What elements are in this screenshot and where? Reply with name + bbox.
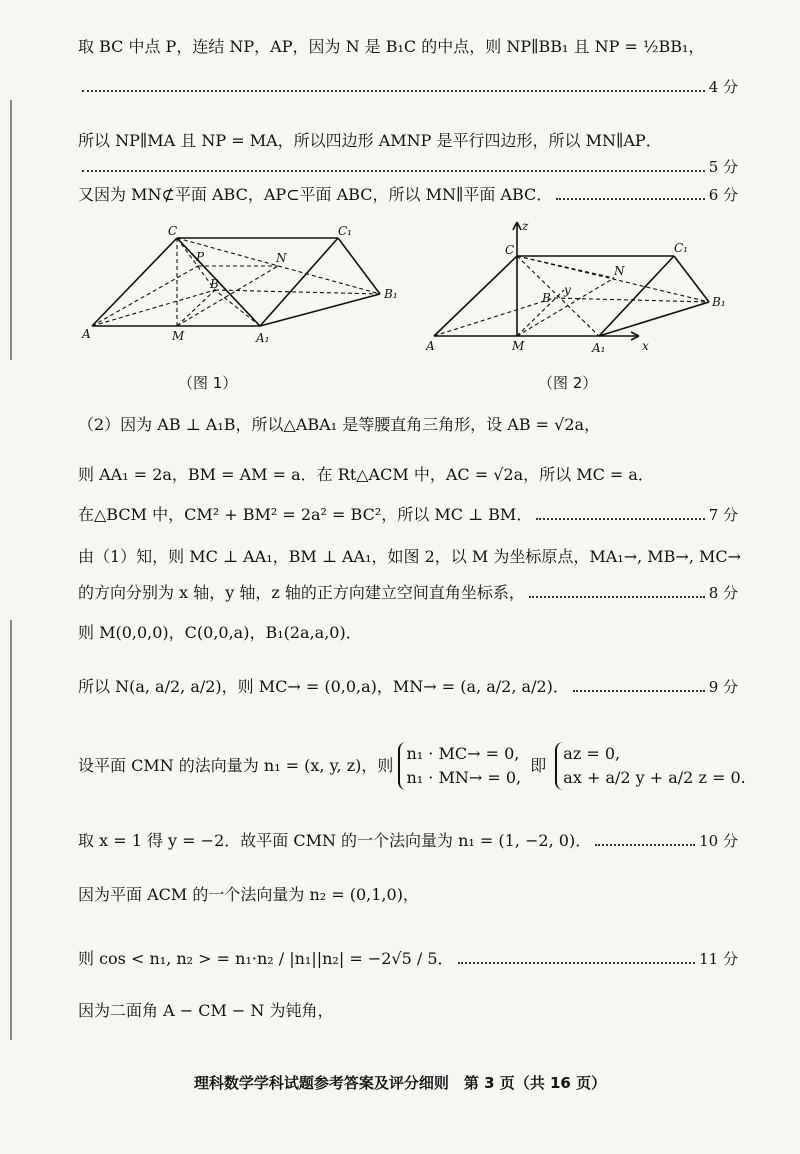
score-mark: 6 分 [708, 186, 738, 204]
figure-2-coordinate-prism [424, 218, 736, 358]
equation: ax + a/2 y + a/2 z = 0. [563, 768, 746, 787]
axis-label-z: z [522, 219, 529, 233]
score-mark: 4 分 [708, 78, 738, 96]
text-line: 因为二面角 A − CM − N 为钝角， [78, 1001, 334, 1020]
scan-edge [10, 100, 12, 360]
figure-2-caption: （图 2） [538, 374, 598, 392]
text-line: 所以 NP∥MA 且 NP = MA，所以四边形 AMNP 是平行四边形，所以 MN∥AP． [78, 131, 662, 150]
text: 设平面 CMN 的法向量为 n₁ = (x, y, z)，则 [78, 756, 394, 775]
page-footer: 理科数学学科试题参考答案及评分细则 第 3 页（共 16 页） [193, 1074, 607, 1092]
dot-leader [595, 844, 695, 846]
text-line [78, 676, 738, 698]
label-C: C [505, 243, 515, 257]
score-line [78, 156, 738, 178]
label-C: C [168, 224, 178, 238]
dot-leader [536, 518, 704, 520]
text-line: （2）因为 AB ⊥ A₁B，所以△ABA₁ 是等腰直角三角形，设 AB = √2a， [78, 415, 601, 434]
dot-leader [573, 690, 705, 692]
dot-leader [556, 198, 704, 200]
text-line [78, 582, 738, 604]
label-A1: A₁ [592, 341, 606, 355]
label-A1: A₁ [256, 331, 270, 345]
label-C1: C₁ [674, 241, 688, 255]
system-of-equations-2 [555, 742, 745, 790]
text: 在△BCM 中，CM² + BM² = 2a² = BC²，所以 MC ⊥ BM． [78, 505, 533, 524]
normal-vector-setup [78, 742, 746, 790]
scan-edge [10, 620, 12, 1040]
label-B: B [542, 291, 551, 305]
label-A: A [82, 327, 91, 341]
figure-1-prism [80, 222, 410, 352]
text: 即 [530, 756, 547, 775]
dot-leader [458, 962, 696, 964]
equation: n₁ · MN→ = 0, [406, 768, 522, 787]
score-line [78, 76, 738, 98]
dot-leader [82, 170, 705, 172]
text-line: 则 AA₁ = 2a，BM = AM = a．在 Rt△ACM 中，AC = √2a，所以 MC = a． [78, 465, 654, 484]
text: 所以 N(a, a/2, a/2)，则 MC→ = (0,0,a)，MN→ = (a, a/2, a/2)． [78, 677, 569, 696]
text-line [78, 830, 738, 852]
dot-leader [529, 596, 705, 598]
label-B1: B₁ [384, 287, 398, 301]
equation: az = 0, [563, 744, 621, 763]
label-M: M [172, 329, 185, 343]
score-mark: 9 分 [708, 678, 738, 696]
dot-leader [82, 90, 705, 92]
label-P: P [196, 250, 205, 264]
text: 的方向分别为 x 轴，y 轴，z 轴的正方向建立空间直角坐标系， [78, 583, 525, 602]
score-mark: 5 分 [708, 158, 738, 176]
figure-1-caption: （图 1） [178, 374, 238, 392]
label-N: N [614, 264, 625, 278]
label-N: N [276, 251, 287, 265]
label-B1: B₁ [712, 295, 726, 309]
equation: n₁ · MC→ = 0, [406, 744, 520, 763]
text-line: 由（1）知，则 MC ⊥ AA₁，BM ⊥ AA₁，如图 2，以 M 为坐标原点，MA₁→, MB→, MC→ [78, 547, 742, 566]
text-line: 则 M(0,0,0)，C(0,0,a)，B₁(2a,a,0)． [78, 623, 362, 642]
system-of-equations-1 [398, 742, 521, 790]
text: 又因为 MN⊄平面 ABC，AP⊂平面 ABC，所以 MN∥平面 ABC． [78, 185, 553, 204]
label-M: M [512, 339, 525, 353]
text-line [78, 948, 738, 970]
label-C1: C₁ [338, 224, 352, 238]
score-mark: 10 分 [699, 832, 738, 850]
score-mark: 11 分 [699, 950, 738, 968]
text-line: 因为平面 ACM 的一个法向量为 n₂ = (0,1,0)， [78, 885, 419, 904]
text-line: 取 BC 中点 P，连结 NP，AP，因为 N 是 B₁C 的中点，则 NP∥BB₁ 且 NP = ½BB₁， [78, 37, 705, 56]
score-mark: 7 分 [708, 506, 738, 524]
axis-label-x: x [642, 339, 649, 353]
text-line [78, 504, 738, 526]
text: 则 cos < n₁, n₂ > = n₁·n₂ / |n₁||n₂| = −2√5 / 5． [78, 949, 454, 968]
label-A: A [426, 339, 435, 353]
text: 取 x = 1 得 y = −2．故平面 CMN 的一个法向量为 n₁ = (1, −2, 0)． [78, 831, 592, 850]
text-line [78, 184, 738, 206]
label-B: B [210, 277, 219, 291]
score-mark: 8 分 [708, 584, 738, 602]
axis-label-y: y [564, 283, 571, 297]
